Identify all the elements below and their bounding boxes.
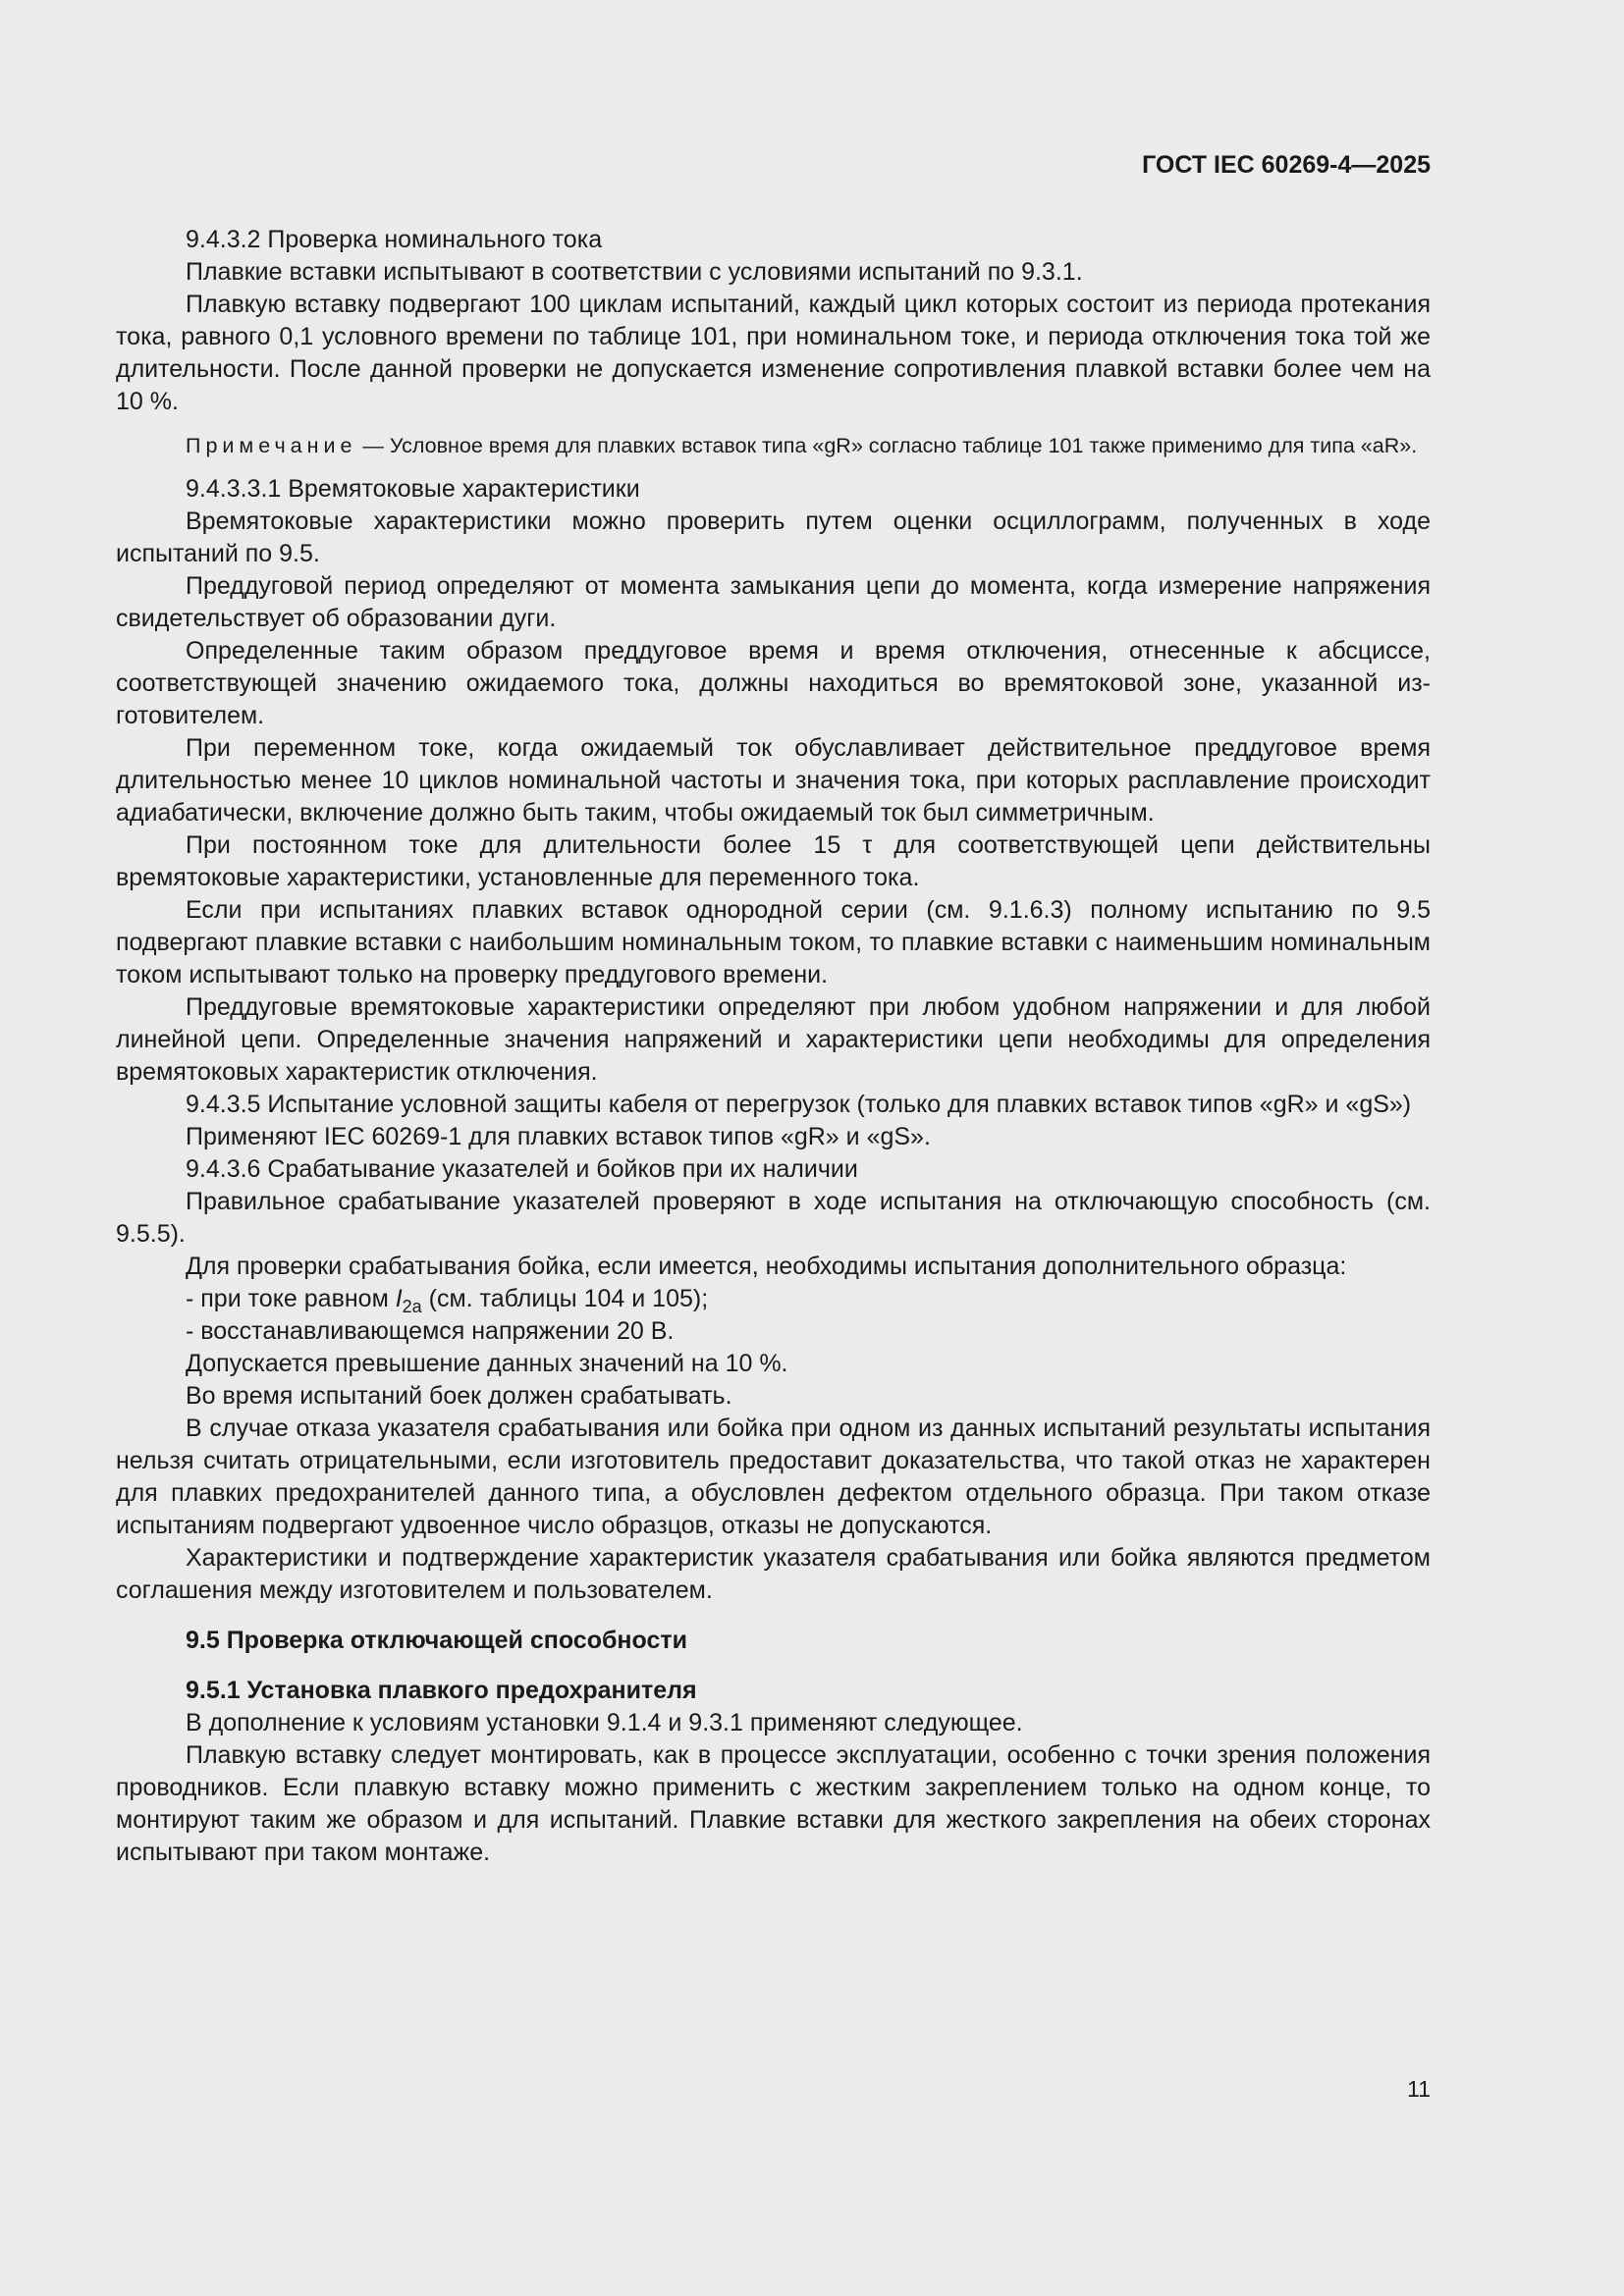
paragraph: Времятоковые характеристики можно проверить путем оценки осциллограмм, полученных в ходе испытаний по 9.5. [116, 507, 1431, 567]
paragraph: Во время испытаний боек должен срабатывать. [186, 1382, 732, 1410]
paragraph: Преддуговой период определяют от момента замыкания цепи до момента, когда измерение напряжения свидетельствует об образовании дуги. [116, 572, 1431, 632]
note [116, 430, 1431, 461]
current-variable: I [395, 1285, 403, 1312]
section-heading-9-4-3-6: 9.4.3.6 Срабатывание указателей и бойков при их наличии [186, 1155, 858, 1183]
note-label: Примечание [186, 434, 357, 457]
paragraph: При переменном токе, когда ожидаемый ток обуславливает действительное преддуговое время длительностью менее 10 циклов номинальной частоты и значения тока, при которых расплавление происходит адиабатически, включение должно быть таким, чтобы ожидаемый ток был симметричным. [116, 734, 1431, 827]
note-text: — Условное время для плавких вставок типа «gR» согласно таблице 101 также применимо для типа «aR». [356, 434, 1418, 457]
paragraph: Плавкую вставку следует монтировать, как в процессе эксплуатации, особенно с точки зрения положения проводников. Если плавкую вставку можно применить с жестким закреплением только на одном конце, то монтируют таким же образом и для испытаний. Плавкие вставки для жесткого закрепления на обеих сторонах испытывают при таком монтаже. [116, 1741, 1431, 1866]
document-body [116, 224, 1431, 1869]
paragraph: Для проверки срабатывания бойка, если имеется, необходимы испытания дополнительного образца: [186, 1253, 1347, 1280]
paragraph: В случае отказа указателя срабатывания или бойка при одном из данных испытаний результаты испытания нельзя считать отрицательными, если изготовитель предоставит доказательства, что такой отказ не характерен для плавких предохранителей данного типа, а обусловлен дефектом отдельного образца. При таком отказе испытаниям подвергают удвоенное число образцов, отказы не допускаются. [116, 1415, 1431, 1539]
paragraph: Плавкую вставку подвергают 100 циклам испытаний, каждый цикл которых состоит из периода протекания тока, равного 0,1 условного времени по таблице 101, при номинальном токе, и периода отключения тока той же длительности. После данной проверки не допускается изменение сопротивления плавкой вставки более чем на 10 %. [116, 291, 1431, 415]
section-heading-9-5-1: 9.5.1 Установка плавкого предохранителя [186, 1677, 697, 1704]
paragraph: Преддуговые времятоковые характеристики определяют при любом удобном напряжении и для любой линейной цепи. Определенные значения напряжений и характеристики цепи необходимы для определения времятоковых характеристик отключения. [116, 993, 1431, 1086]
paragraph: В дополнение к условиям установки 9.1.4 и 9.3.1 применяют следующее. [186, 1709, 1023, 1736]
paragraph: Допускается превышение данных значений на 10 %. [186, 1350, 788, 1377]
list-item-text: (см. таблицы 104 и 105); [421, 1285, 709, 1312]
list-item-text: - при токе равном [186, 1285, 396, 1312]
paragraph: Правильное срабатывание указателей проверяют в ходе испытания на отключающую способность (см. 9.5.5). [116, 1188, 1431, 1248]
list-item [116, 1283, 1431, 1315]
paragraph: При постоянном токе для длительности более 15 τ для соответствующей цепи действительны времятоковые характеристики, установленные для переменного тока. [116, 831, 1431, 891]
paragraph: Определенные таким образом преддуговое время и время отключения, отнесенные к абсциссе, соответствующей значению ожидаемого тока, должны находиться во времятоковой зоне, указанной изготовителем. [116, 637, 1431, 729]
paragraph: Плавкие вставки испытывают в соответствии с условиями испытаний по 9.3.1. [186, 258, 1083, 286]
paragraph: Применяют IEC 60269-1 для плавких вставок типов «gR» и «gS». [186, 1123, 931, 1150]
current-symbol [395, 1285, 422, 1316]
list-item: - восстанавливающемся напряжении 20 В. [186, 1317, 675, 1345]
section-heading-9-4-3-3-1: 9.4.3.3.1 Времятоковые характеристики [186, 475, 640, 503]
paragraph: Характеристики и подтверждение характеристик указателя срабатывания или бойка являются предметом соглашения между изготовителем и пользователем. [116, 1544, 1431, 1604]
section-heading-9-4-3-5: 9.4.3.5 Испытание условной защиты кабеля от перегрузок (только для плавких вставок типов «gR» и «gS») [186, 1091, 1412, 1118]
section-heading-9-4-3-2: 9.4.3.2 Проверка номинального тока [186, 226, 603, 253]
section-heading-9-5: 9.5 Проверка отключающей способности [186, 1627, 687, 1654]
current-subscript: 2a [402, 1297, 422, 1316]
document-header: ГОСТ IEC 60269-4—2025 [1142, 151, 1431, 179]
page-number: 11 [1407, 2076, 1431, 2102]
paragraph: Если при испытаниях плавких вставок однородной серии (см. 9.1.6.3) полному испытанию по 9.5 подвергают плавкие вставки с наибольшим номинальным током, то плавкие вставки с наименьшим номинальным током испытывают только на проверку преддугового времени. [116, 896, 1431, 988]
